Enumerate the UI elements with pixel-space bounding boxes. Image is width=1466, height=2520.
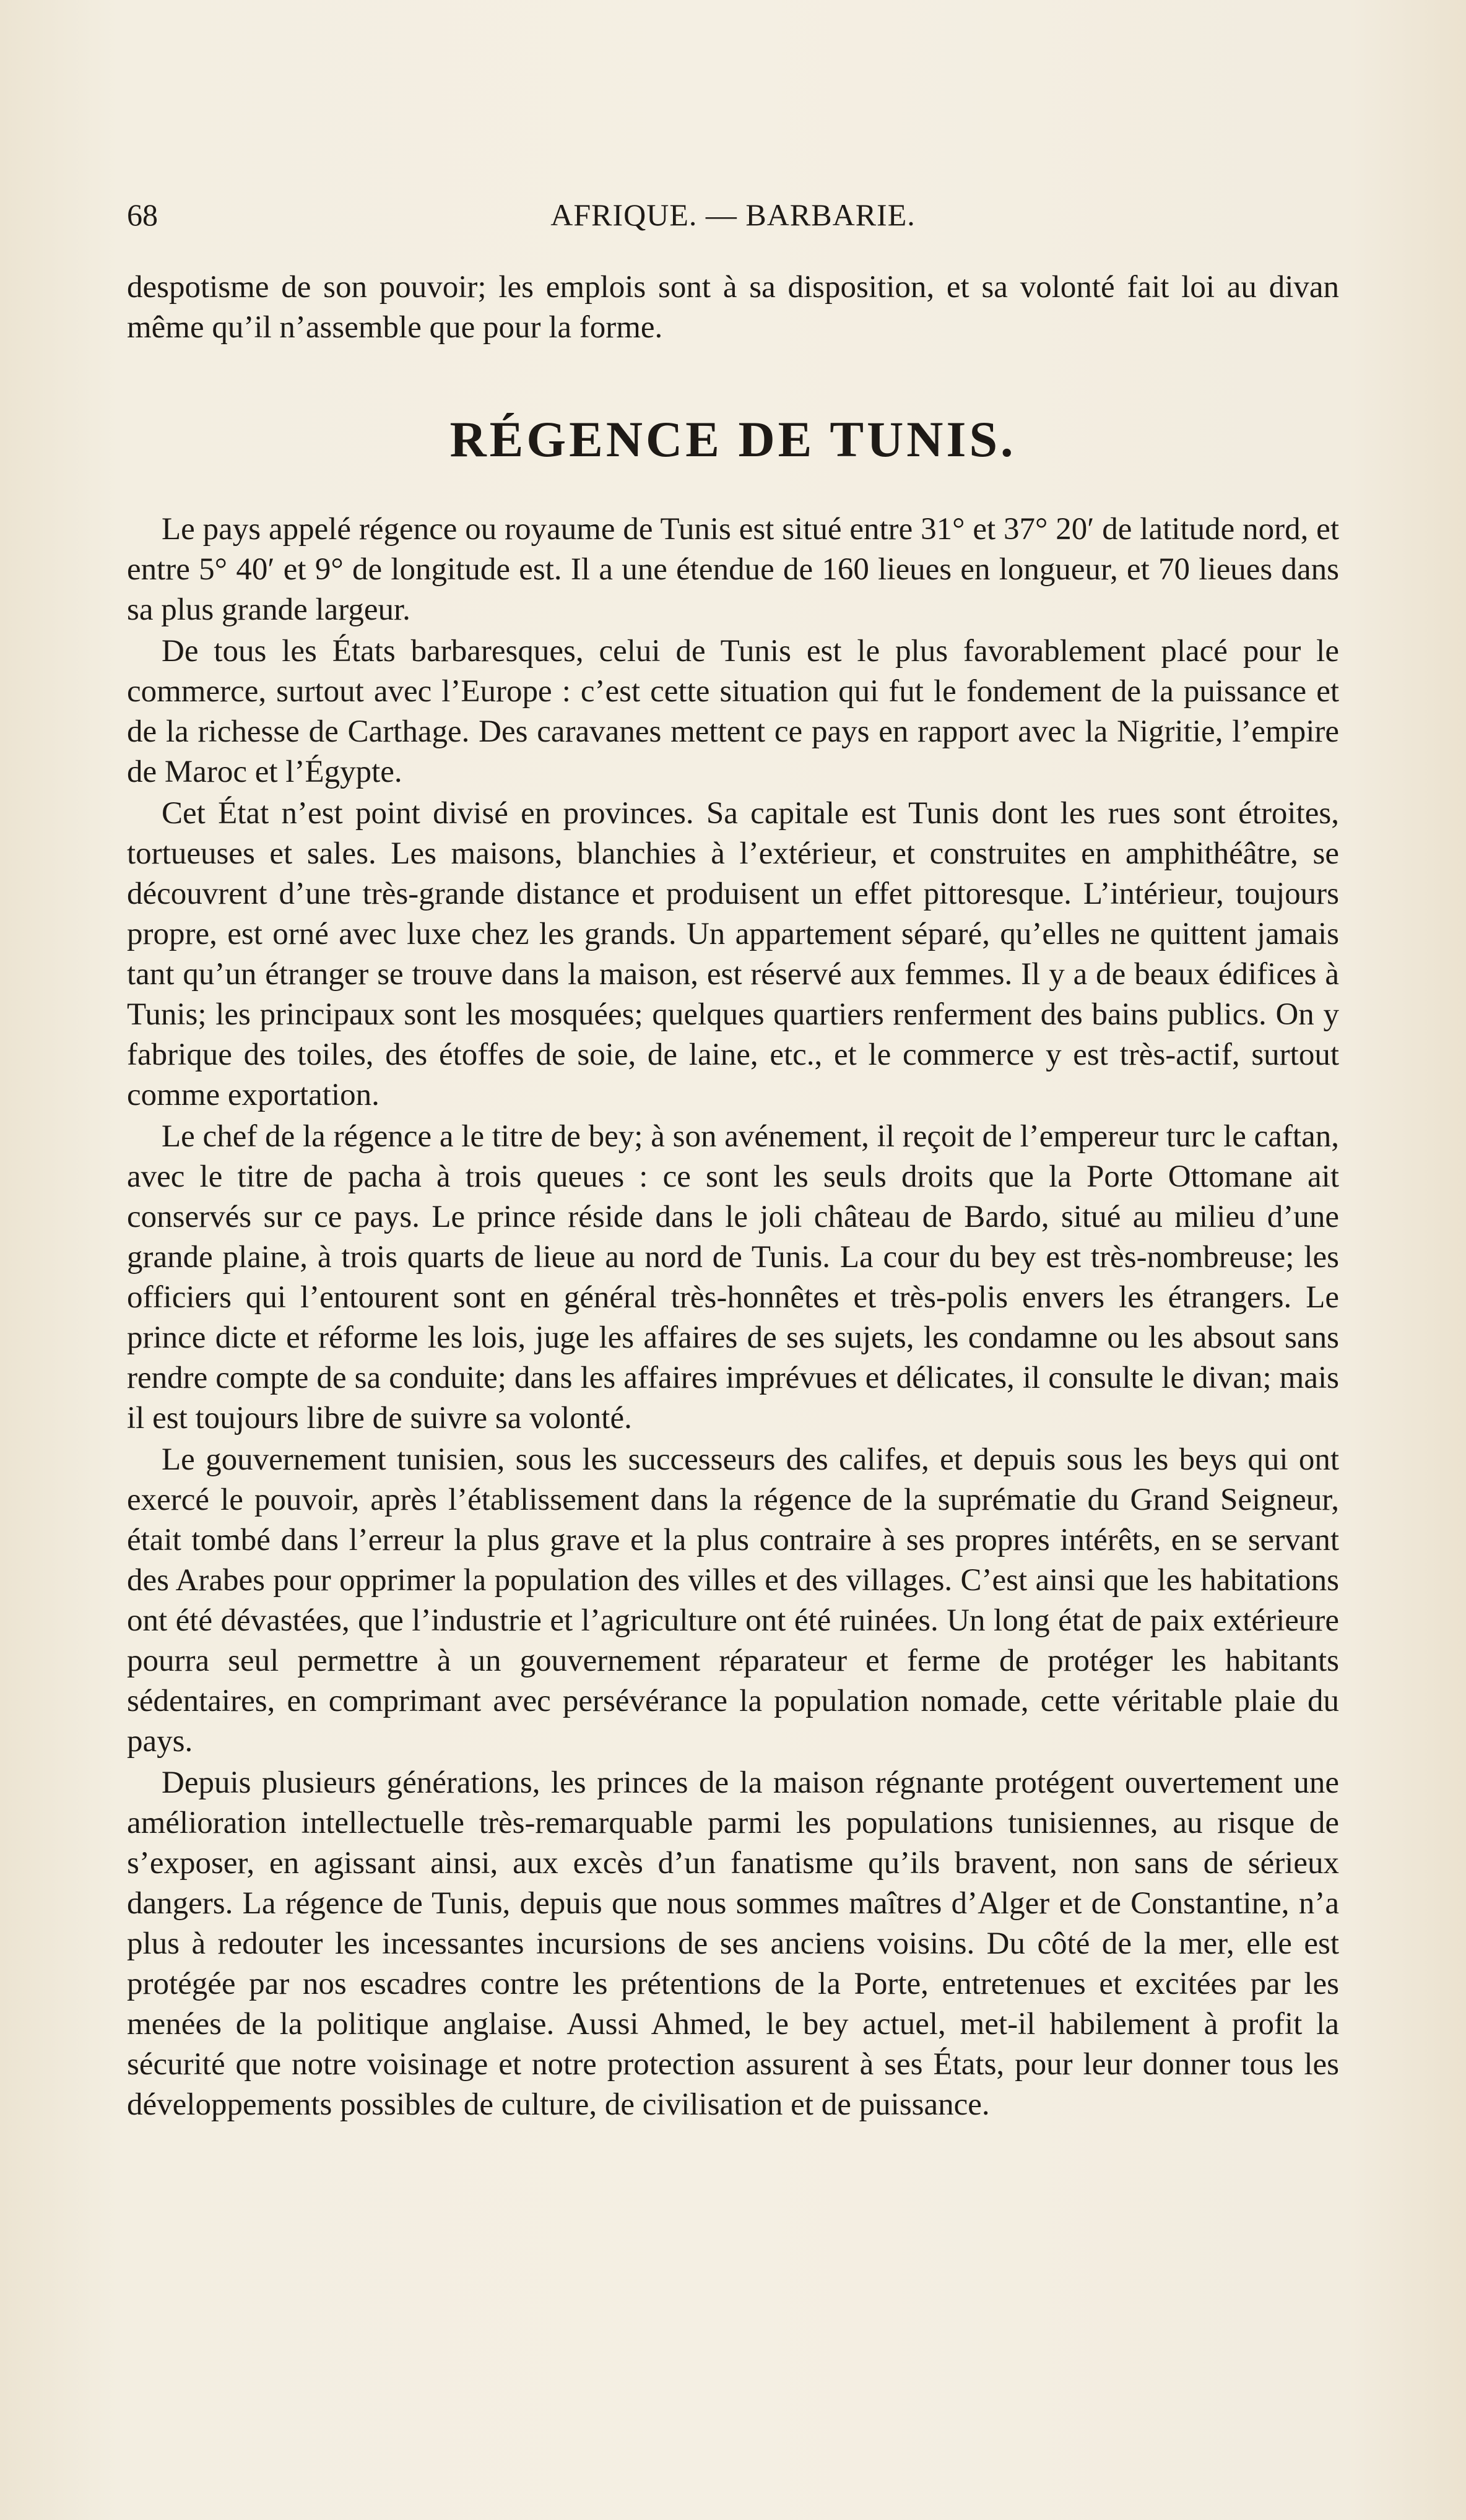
paragraph-capital: Cet État n’est point divisé en provinces. Sa capitale est Tunis dont les rues sont étroites, tortueuses et sales. Les maisons, blanchies à l’extérieur, et construites en amphithéâtre, se découvrent d’une très-grande distance et produisent un effet pittoresque. L’intérieur, toujours propre, est orné avec luxe chez les grands. Un appartement séparé, qu’elles ne quittent jamais tant qu’un étranger se trouve dans la maison, est réservé aux femmes. Il y a de beaux édifices à Tunis; les principaux sont les mosquées; quelques quartiers renferment des bains publics. On y fabrique des toiles, des étoffes de soie, de laine, etc., et le commerce y est très-actif, surtout comme exportation. xyxy=(127,796,1339,1112)
paragraph-location: Le pays appelé régence ou royaume de Tunis est situé entre 31° et 37° 20′ de latitude nord, et entre 5° 40′ et 9° de longitude est. Il a une étendue de 160 lieues en longueur, et 70 lieues dans sa plus grande largeur. xyxy=(127,512,1339,627)
section-title: RÉGENCE DE TUNIS. xyxy=(449,411,1017,467)
paragraph-government: Le gouvernement tunisien, sous les successeurs des califes, et depuis sous les beys qui ont exercé le pouvoir, après l’établissement dans la régence de la suprématie du Grand Seigneur, était tombé dans l’erreur la plus grave et la plus contraire à ses propres intérêts, en se servant des Arabes pour opprimer la population des villes et des villages. C’est ainsi que les habitations ont été dévastées, que l’industrie et l’agriculture ont été ruinées. Un long état de paix extérieure pourra seul permettre à un gouvernement réparateur et ferme de protéger les habitants sédentaires, en comprimant avec persévérance la population nomade, cette véritable plaie du pays. xyxy=(127,1442,1339,1759)
paragraph-commerce: De tous les États barbaresques, celui de Tunis est le plus favorablement placé pour le commerce, surtout avec l’Europe : c’est cette situation qui fut le fondement de la puissance et de la richesse de Carthage. Des caravanes mettent ce pays en rapport avec la Nigritie, l’empire de Maroc et l’Égypte. xyxy=(127,634,1339,789)
intro-text-block xyxy=(127,267,1339,348)
intro-paragraph: despotisme de son pouvoir; les emplois sont à sa disposition, et sa volonté fait loi au divan même qu’il n’assemble que pour la forme. xyxy=(127,270,1339,345)
paragraph-bey: Le chef de la régence a le titre de bey; à son avénement, il reçoit de l’empereur turc le caftan, avec le titre de pacha à trois queues : ce sont les seuls droits que la Porte Ottomane ait conservés sur ce pays. Le prince réside dans le joli château de Bardo, situé au milieu d’une grande plaine, à trois quarts de lieue au nord de Tunis. La cour du bey est très-nombreuse; les officiers qui l’entourent sont en général très-honnêtes et très-polis envers les étrangers. Le prince dicte et réforme les lois, juge les affaires de ses sujets, les condamne ou les absout sans rendre compte de sa conduite; dans les affaires imprévues et délicates, il consulte le divan; mais il est toujours libre de suivre sa volonté. xyxy=(127,1119,1339,1435)
running-title: AFRIQUE. — BARBARIE. xyxy=(550,197,916,232)
page-number: 68 xyxy=(127,197,158,232)
running-header xyxy=(127,193,1339,236)
section-body xyxy=(127,509,1339,2126)
paragraph-modern-era: Depuis plusieurs générations, les princes de la maison régnante protégent ouvertement une amélioration intellectuelle très-remarquable parmi les populations tunisiennes, au risque de s’exposer, en agissant ainsi, aux excès d’un fanatisme qu’ils bravent, non sans de sérieux dangers. La régence de Tunis, depuis que nous sommes maîtres d’Alger et de Constantine, n’a plus à redouter les incessantes incursions de ses anciens voisins. Du côté de la mer, elle est protégée par nos escadres contre les prétentions de la Porte, entretenues et excitées par les menées de la politique anglaise. Aussi Ahmed, le bey actuel, met-il habilement à profit la sécurité que notre voisinage et notre protection assurent à ses États, pour leur donner tous les développements possibles de culture, de civilisation et de puissance. xyxy=(127,1765,1339,2122)
